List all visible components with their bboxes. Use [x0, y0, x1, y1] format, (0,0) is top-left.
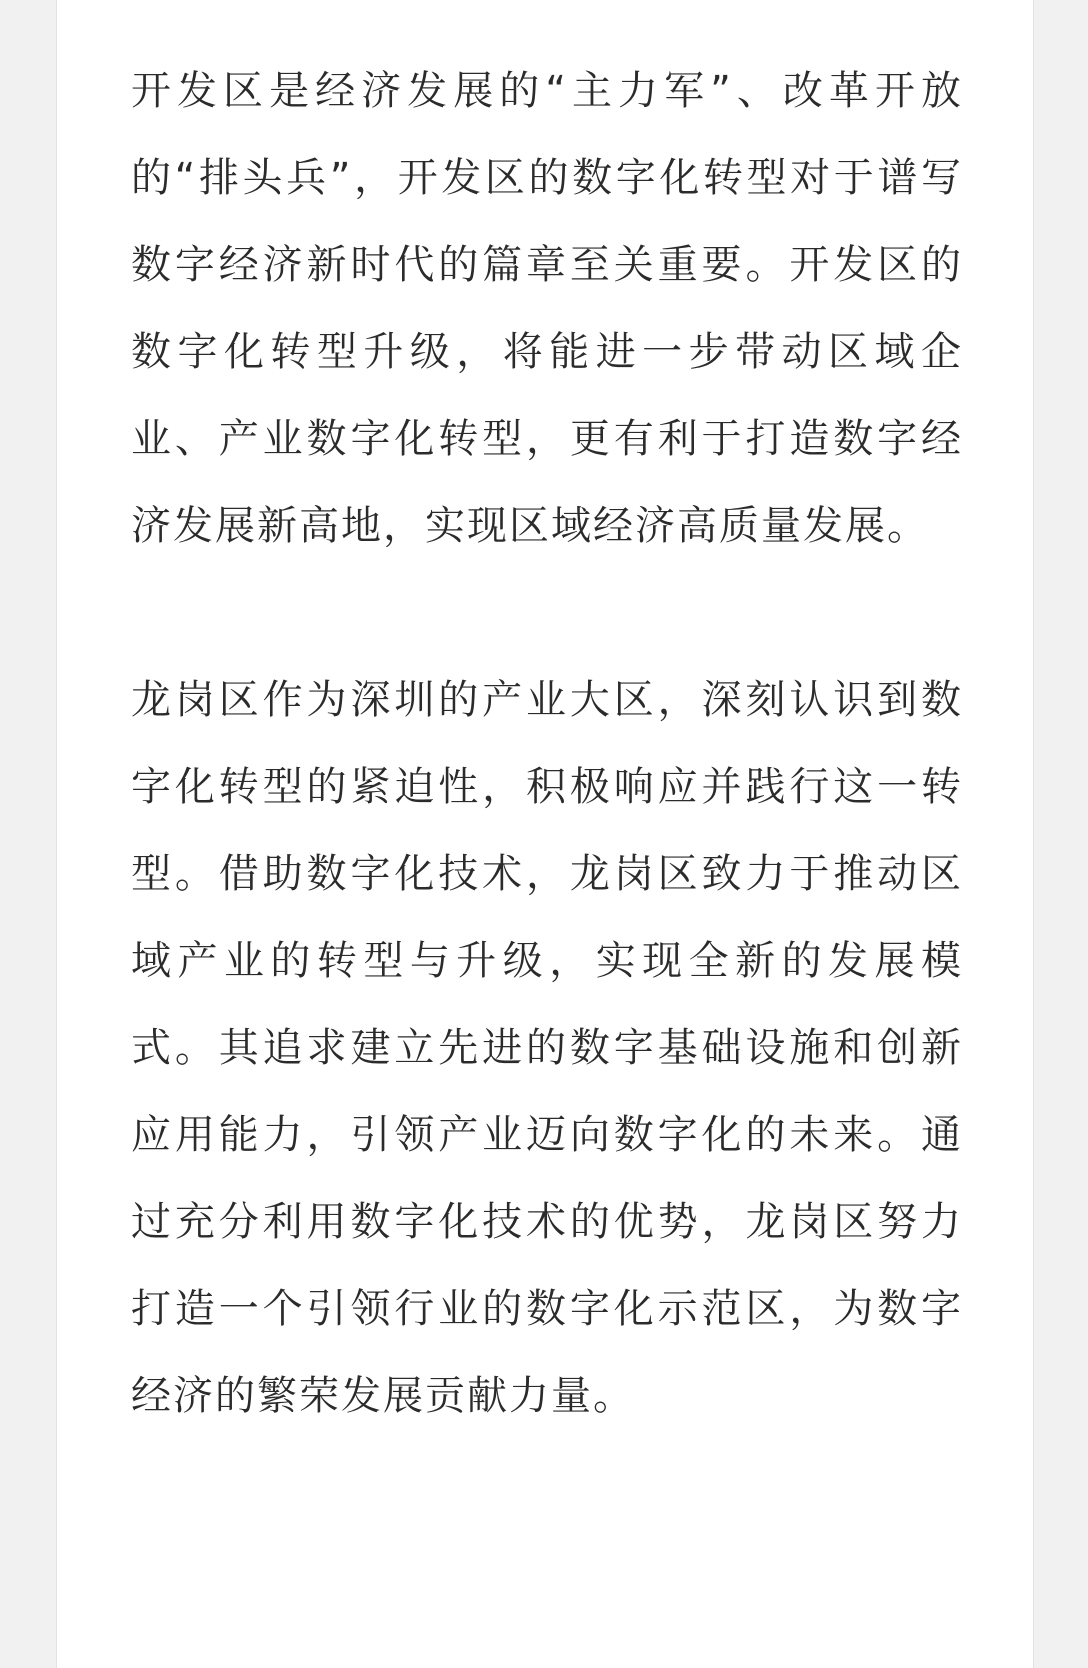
article-card	[56, 0, 1034, 1668]
article-body	[131, 48, 963, 1440]
article-paragraph-2: 龙岗区作为深圳的产业大区，深刻认识到数字化转型的紧迫性，积极响应并践行这一转型。借助数字化技术，龙岗区致力于推动区域产业的转型与升级，实现全新的发展模式。其追求建立先进的数字基础设施和创新应用能力，引领产业迈向数字化的未来。通过充分利用数字化技术的优势，龙岗区努力打造一个引领行业的数字化示范区，为数字经济的繁荣发展贡献力量。	[131, 677, 963, 1419]
article-paragraph-1: 开发区是经济发展的“主力军”、改革开放的“排头兵”，开发区的数字化转型对于谱写数字经济新时代的篇章至关重要。开发区的数字化转型升级，将能进一步带动区域企业、产业数字化转型，更有利于打造数字经济发展新高地，实现区域经济高质量发展。	[131, 68, 963, 549]
